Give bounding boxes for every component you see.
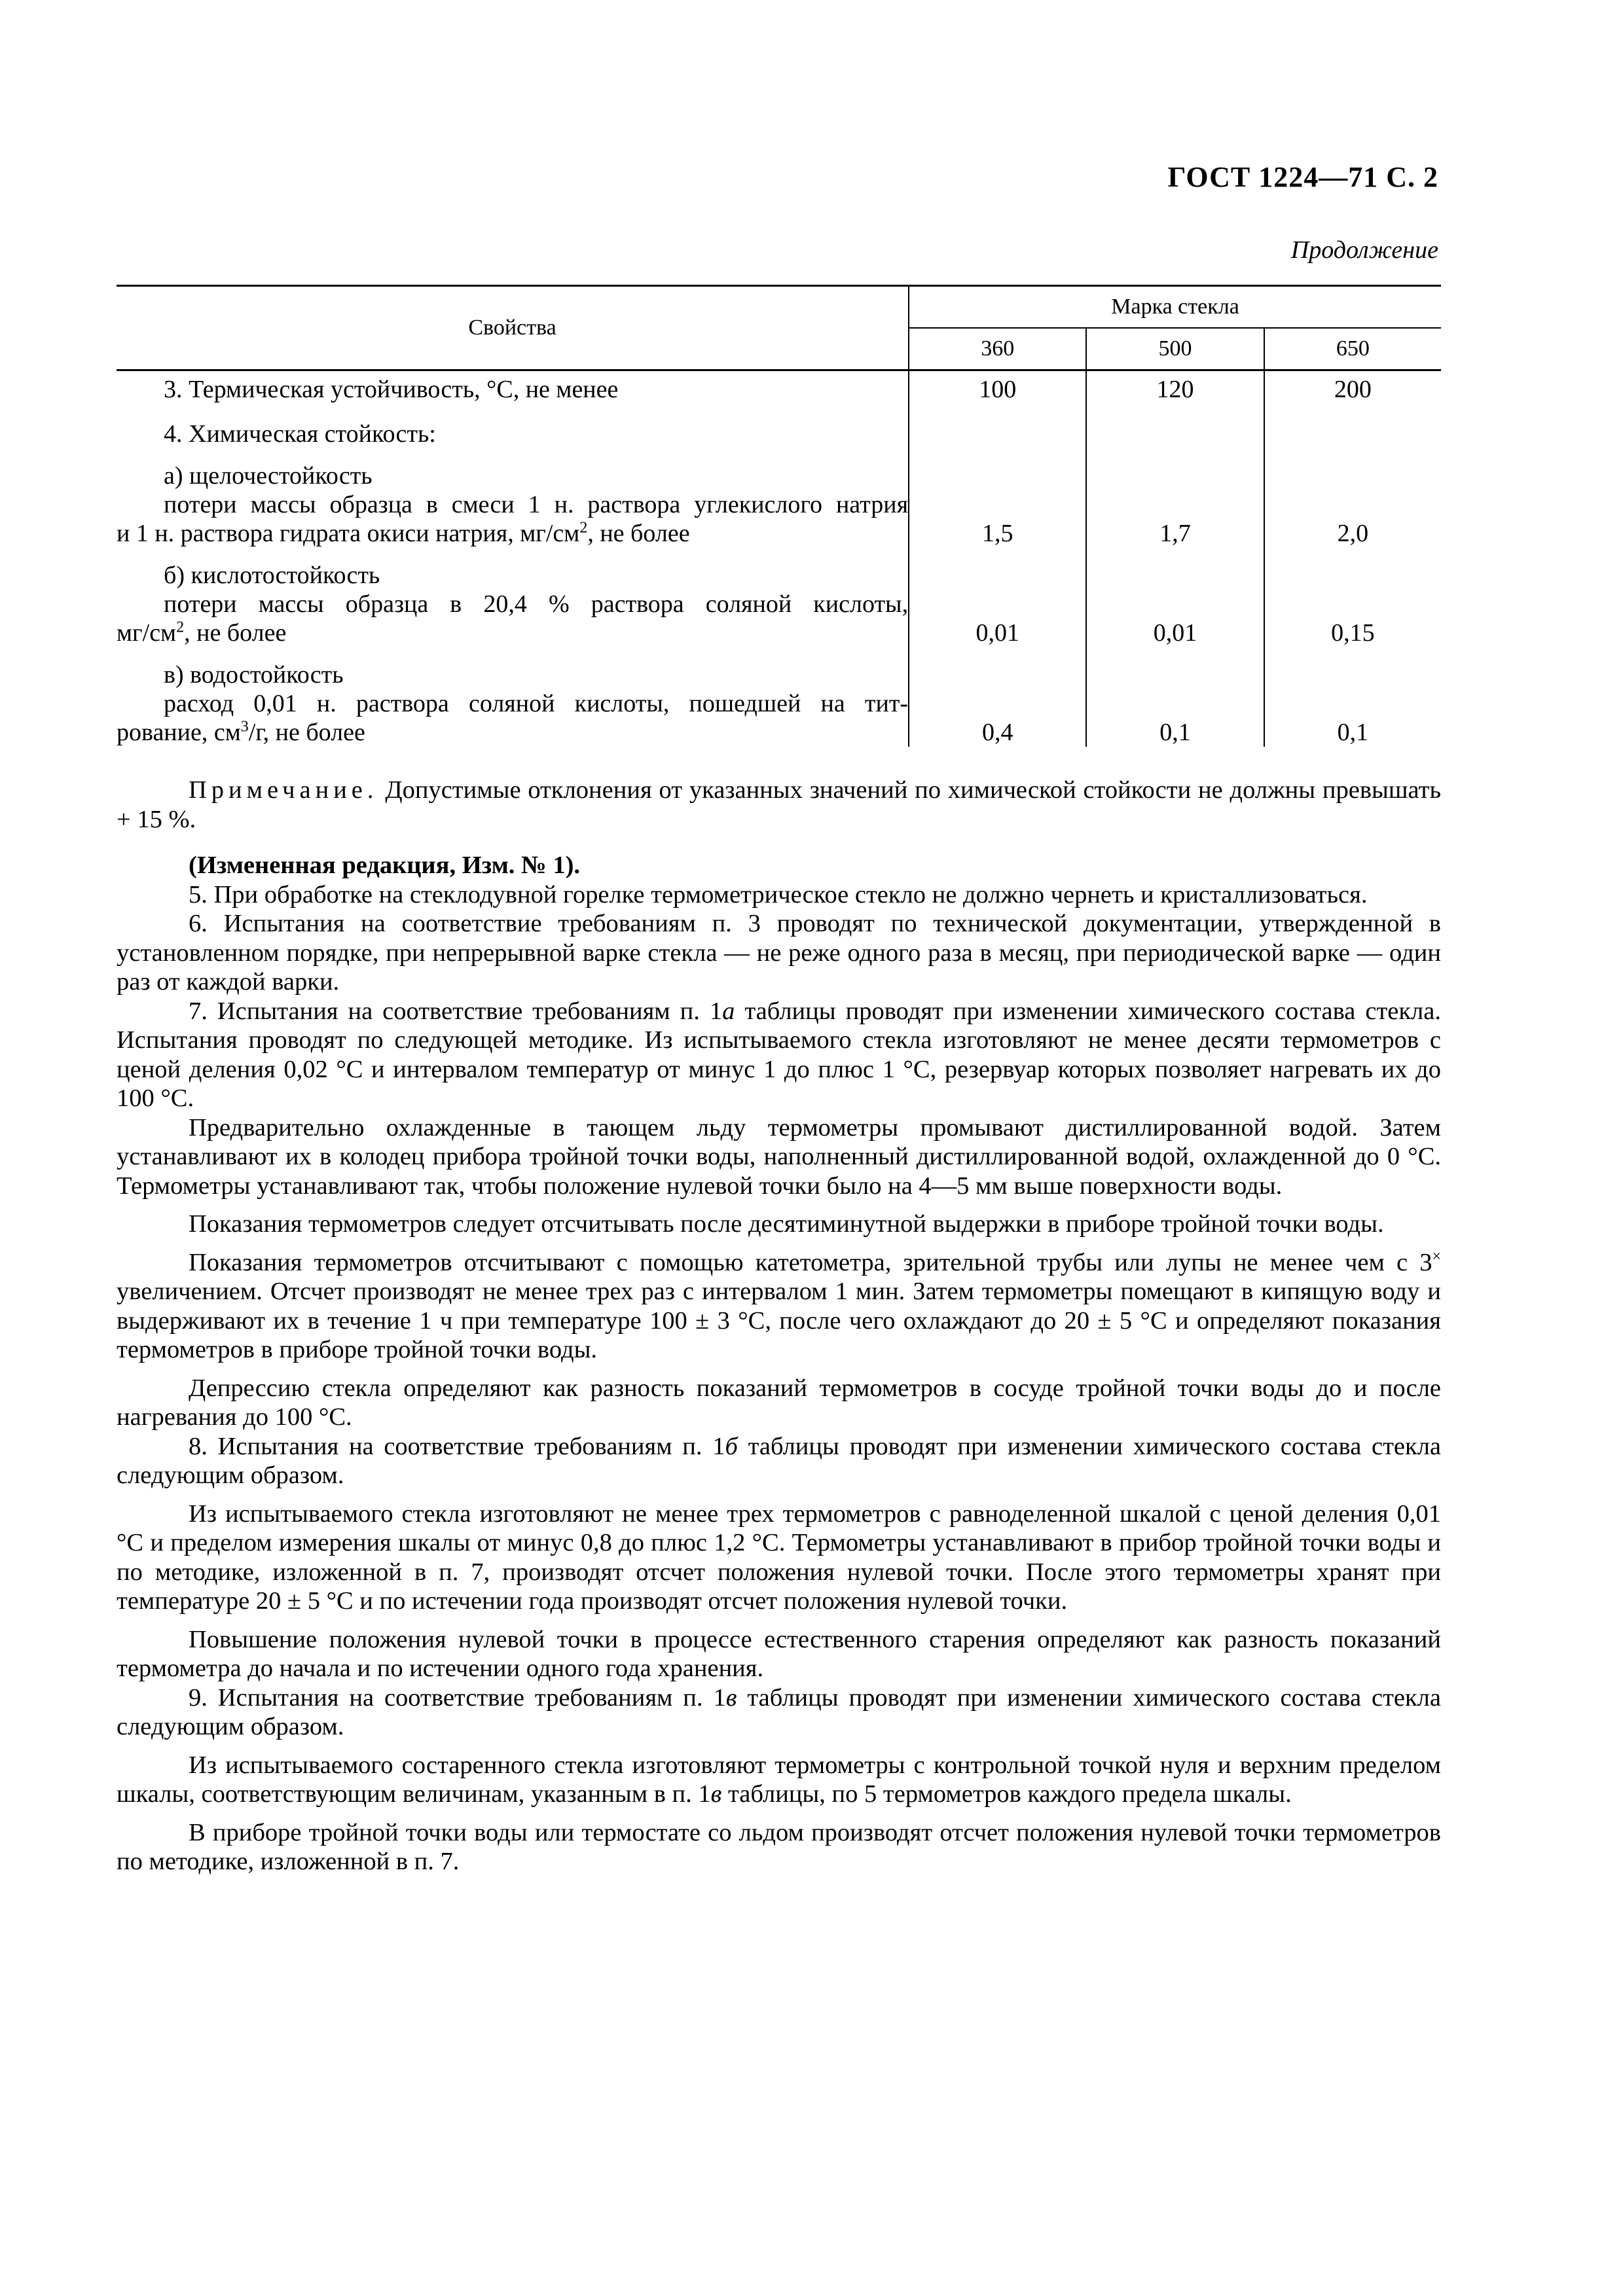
properties-table bbox=[117, 285, 1441, 747]
paragraph-9-2: Из испытываемого состаренного стекла изготовляют термометры с контрольной точкой нуля и верхним пределом шкалы, соответствующим величинам, указанным в п. 1в таблицы, по 5 термометров каждого предела шкалы. bbox=[117, 1751, 1441, 1808]
paragraph-8-2: Из испытываемого стекла изготовляют не менее трех термометров с равноделенной шкалой с ценой деления 0,01 °С и пределом измерения шкалы от минус 0,8 до плюс 1,2 °С. Термометры устанавливают в прибор тройной точки воды и по методике, изложенной в п. 7, производят отсчет положения нулевой точки. После этого термометры хранят при температуре 20 ± 5 °С и по истечении года производят отсчет положения нулевой точки. bbox=[117, 1499, 1441, 1615]
row-thermal-stability-360: 100 bbox=[909, 370, 1086, 407]
paragraph-9: 9. Испытания на соответствие требованиям п. 1в таблицы проводят при изменении химического состава стекла следующим образом. bbox=[117, 1683, 1441, 1740]
row-alkali-resistance-label bbox=[117, 461, 909, 548]
note-label: Примечание. bbox=[189, 776, 378, 804]
header-properties: Свойства bbox=[117, 286, 909, 370]
table-row bbox=[117, 660, 1441, 747]
row-acid-650: 0,15 bbox=[1264, 561, 1441, 647]
row-acid-title: б) кислотостойкость bbox=[164, 562, 380, 589]
paragraph-7-3: Показания термометров следует отсчитывать после десятиминутной выдержки в приборе тройной точки воды. bbox=[189, 1210, 1384, 1238]
row-thermal-stability-650: 200 bbox=[1264, 370, 1441, 407]
table-row bbox=[117, 461, 1441, 548]
paragraph-7: 7. Испытания на соответствие требованиям п. 1а таблицы проводят при изменении химического состава стекла. Испытания проводят по следующей методике. Из испытываемого стекла изготовляют не менее десяти термометров с ценой деления 0,02 °С и интервалом температур от минус 1 до плюс 1 °С, резервуар которых позволяет нагревать их до 100 °С. bbox=[117, 997, 1441, 1112]
paragraph-7-5: Депрессию стекла определяют как разность показаний термометров в сосуде тройной точки воды до и после нагревания до 100 °С. bbox=[117, 1374, 1441, 1431]
table-row bbox=[117, 561, 1441, 647]
row-acid-line1: потери массы образца в 20,4 % раствора соляной кислоты, bbox=[164, 590, 909, 618]
paragraph-9-3: В приборе тройной точки воды или термостате со льдом производят отсчет положения нулевой точки термометров по методике, изложенной в п. 7. bbox=[117, 1818, 1441, 1875]
document-body bbox=[117, 776, 1441, 1876]
header-grade-500: 500 bbox=[1086, 328, 1264, 370]
amendment-note: (Измененная редакция, Изм. № 1). bbox=[189, 852, 581, 879]
document-reference: ГОСТ 1224—71 С. 2 bbox=[1167, 161, 1438, 193]
row-alkali-title: а) щелочестойкость bbox=[164, 462, 373, 490]
row-water-line2: рование, $см^3/г$, не более bbox=[117, 718, 365, 746]
table-row bbox=[117, 370, 1441, 407]
paragraph-7-4: Показания термометров отсчитывают с помощью катетометра, зрительной трубы или лупы не менее чем с 3× увеличением. Отсчет производят не менее трех раз с интервалом 1 мин. Затем термометры помещают в кипящую воду и выдерживают их в течение 1 ч при температуре 100 ± 3 °С, после чего охлаждают до 20 ± 5 °С и определяют показания термометров в приборе тройной точки воды. bbox=[117, 1247, 1441, 1363]
row-water-500: 0,1 bbox=[1086, 660, 1264, 747]
row-water-360: 0,4 bbox=[909, 660, 1086, 747]
table-note: Примечание. Допустимые отклонения от указанных значений по химической стойкости не должны превышать + 15 %. bbox=[117, 776, 1441, 833]
row-alkali-line2: и 1 н. раствора гидрата окиси натрия, $мг/см^2$, не более bbox=[117, 519, 690, 547]
row-alkali-500: 1,7 bbox=[1086, 461, 1264, 548]
paragraph-6: 6. Испытания на соответствие требованиям п. 3 проводят по технической документации, утвержденной в установленном порядке, при непрерывной варке стекла — не реже одного раза в месяц, при периодической варке — один раз от каждой варки. bbox=[117, 910, 1441, 996]
row-alkali-line1: потери массы образца в смеси 1 н. раствора углекислого натрия bbox=[164, 491, 909, 518]
continuation-label: Продолжение bbox=[1290, 236, 1438, 264]
row-alkali-650: 2,0 bbox=[1264, 461, 1441, 548]
row-thermal-stability-500: 120 bbox=[1086, 370, 1264, 407]
row-acid-500: 0,01 bbox=[1086, 561, 1264, 647]
row-acid-resistance-label bbox=[117, 561, 909, 647]
header-glass-grade: Марка стекла bbox=[909, 286, 1441, 329]
header-grade-360: 360 bbox=[909, 328, 1086, 370]
paragraph-8-3: Повышение положения нулевой точки в процессе естественного старения определяют как разность показаний термометра до начала и по истечении одного года хранения. bbox=[117, 1625, 1441, 1682]
table-row bbox=[117, 420, 1441, 448]
paragraph-5: 5. При обработке на стеклодувной горелке термометрическое стекло не должно чернеть и кристаллизоваться. bbox=[189, 880, 1368, 908]
row-water-line1: расход 0,01 н. раствора соляной кислоты, пошедшей на тит- bbox=[164, 690, 909, 717]
row-thermal-stability-label: 3. Термическая устойчивость, °С, не менее bbox=[164, 376, 619, 403]
header-grade-650: 650 bbox=[1264, 328, 1441, 370]
row-water-resistance-label bbox=[117, 660, 909, 747]
row-chemical-resistance-label: 4. Химическая стойкость: bbox=[164, 420, 436, 448]
row-water-650: 0,1 bbox=[1264, 660, 1441, 747]
paragraph-8: 8. Испытания на соответствие требованиям п. 1б таблицы проводят при изменении химического состава стекла следующим образом. bbox=[117, 1432, 1441, 1489]
row-alkali-360: 1,5 bbox=[909, 461, 1086, 548]
row-water-title: в) водостойкость bbox=[164, 661, 344, 689]
paragraph-7-2: Предварительно охлажденные в тающем льду термометры промывают дистиллированной водой. Затем устанавливают их в колодец прибора тройной точки воды, наполненный дистиллированной водой, охлажденной до 0 °С. Термометры устанавливают так, чтобы положение нулевой точки было на 4—5 мм выше поверхности воды. bbox=[117, 1113, 1441, 1200]
row-acid-line2: $мг/см^2$, не более bbox=[117, 619, 287, 647]
properties-table-wrapper bbox=[117, 285, 1441, 747]
row-acid-360: 0,01 bbox=[909, 561, 1086, 647]
